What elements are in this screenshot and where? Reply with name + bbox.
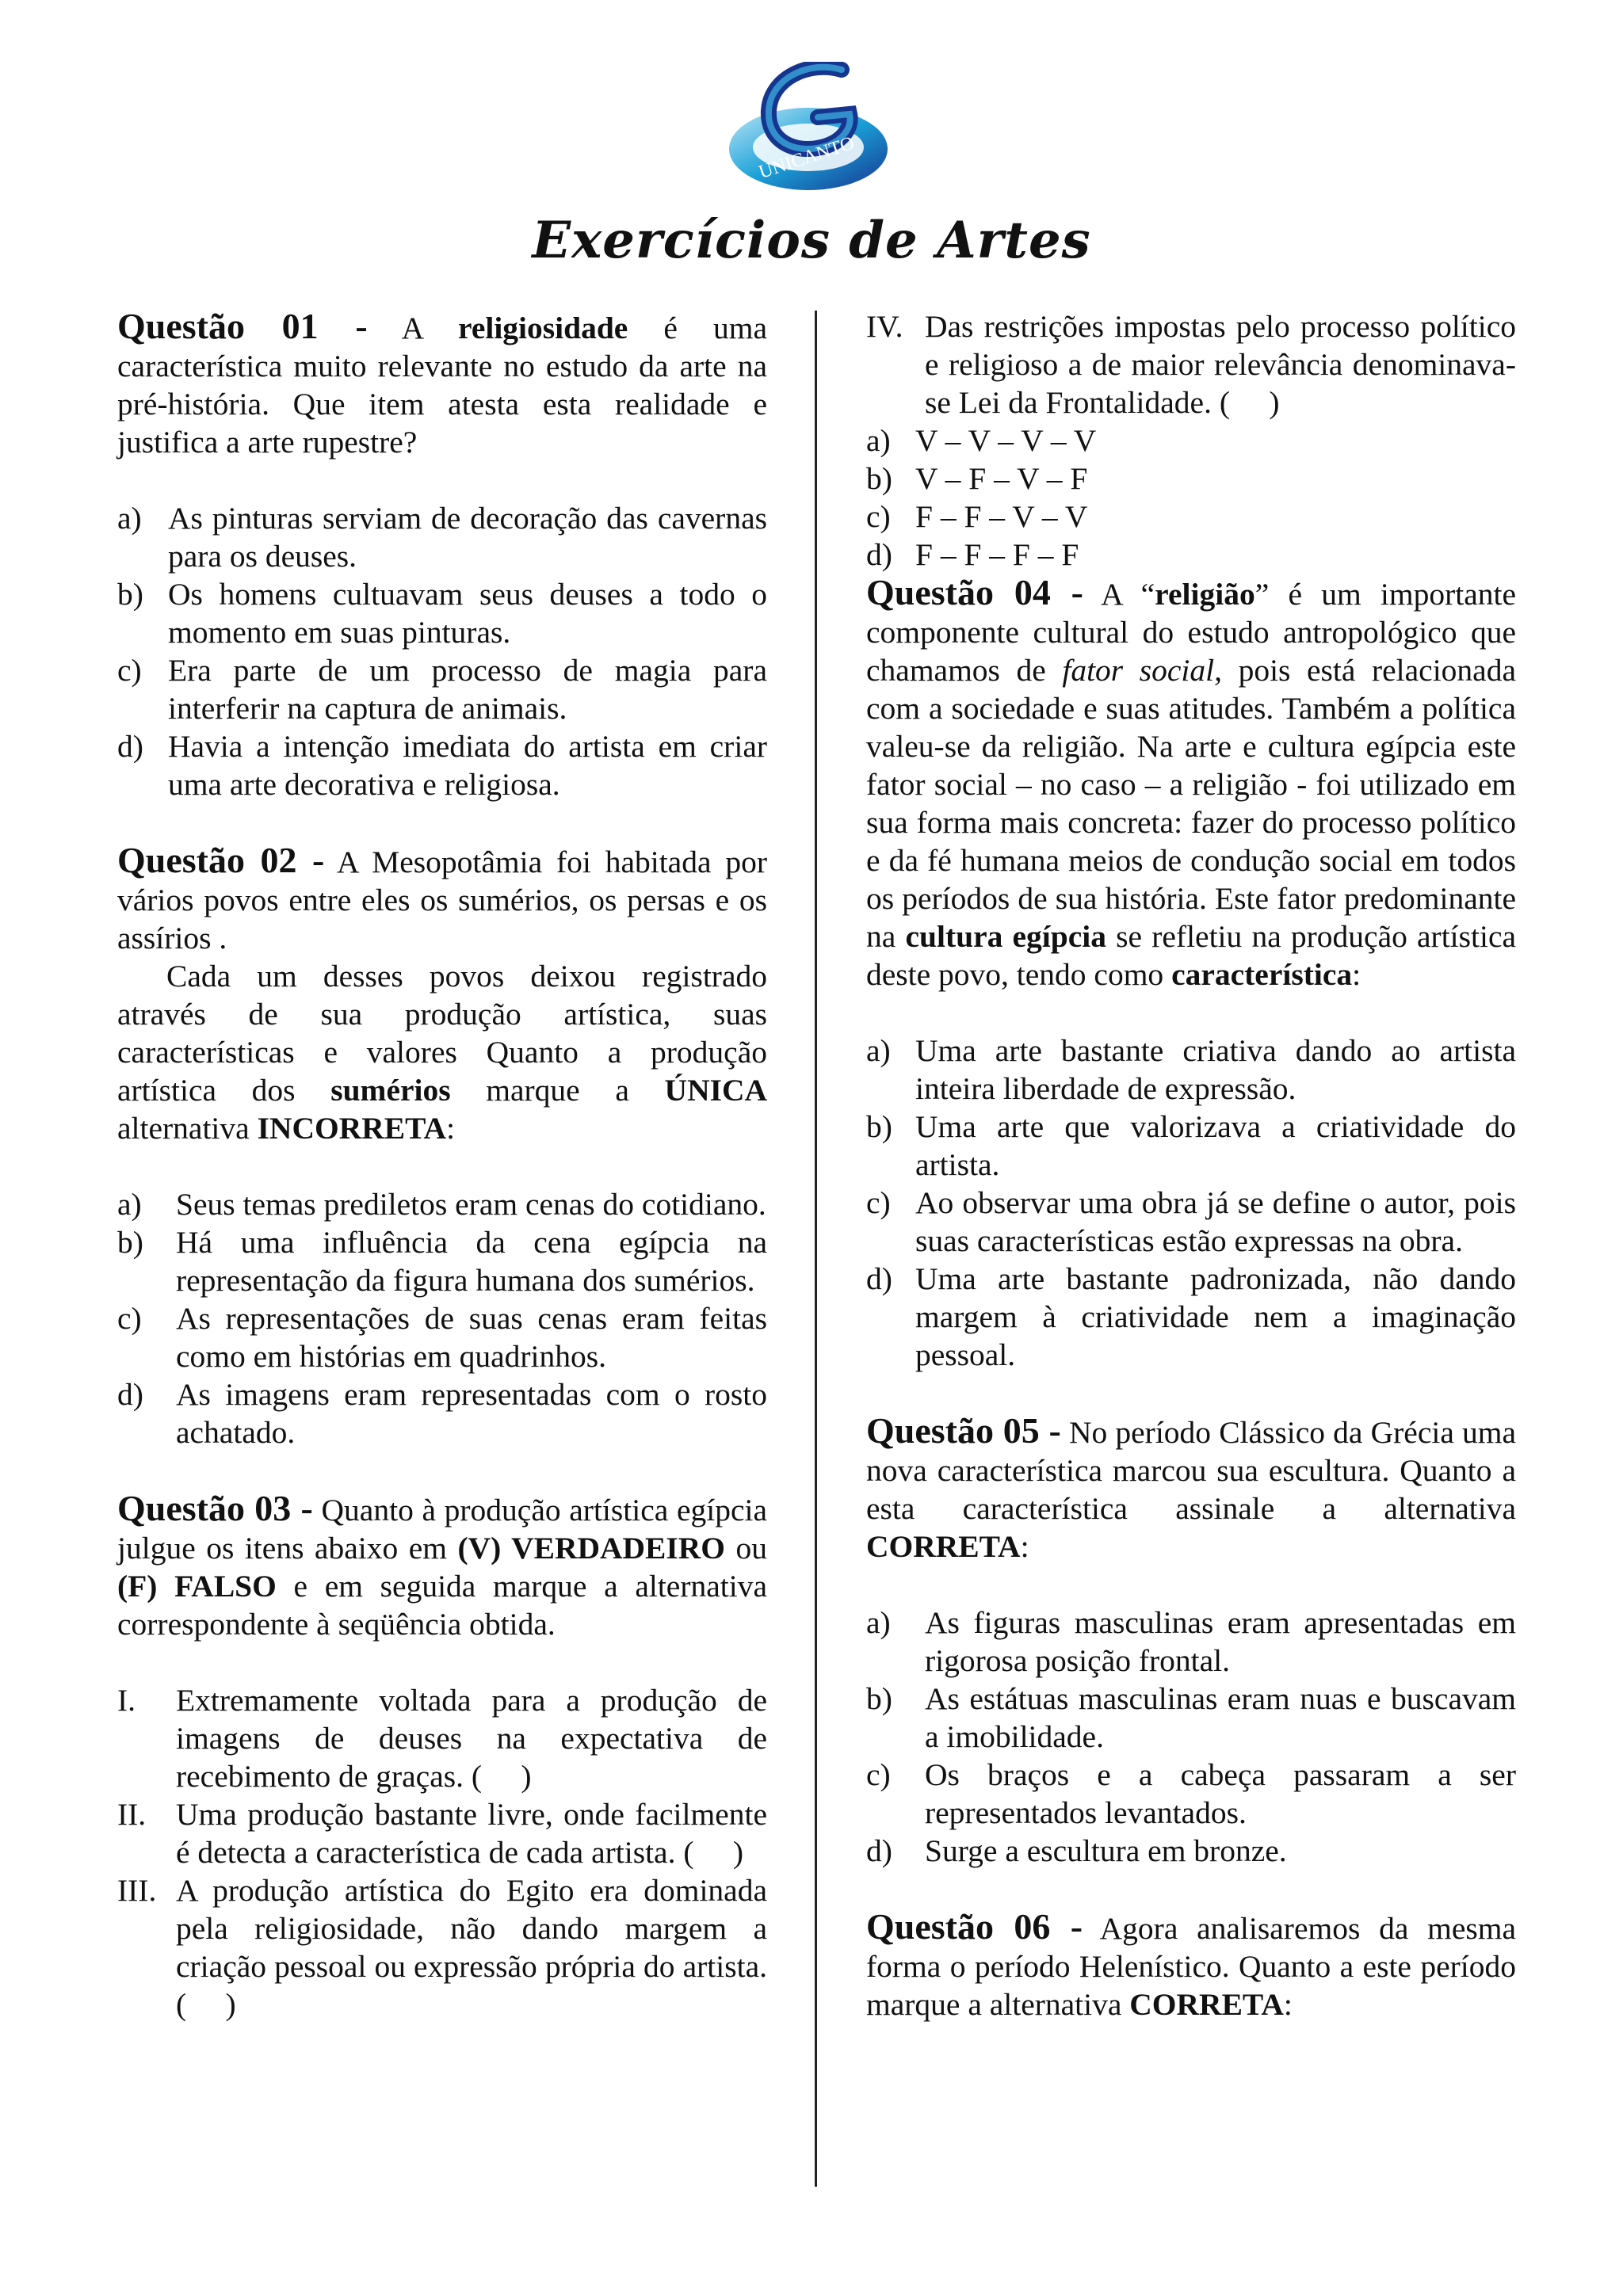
question-03-items — [117, 1681, 767, 2023]
question-06-heading: Questão 06 - — [866, 1906, 1083, 1947]
question-05 — [866, 1412, 1516, 1870]
question-02-stem: Questão 02 - A Mesopotâmia foi habitada por vários povos entre eles os sumérios, os persas e os assírios . — [117, 840, 767, 955]
item-i: I. Extremamente voltada para a produção de imagens de deuses na expectativa de recebimento de graças. ( ) — [117, 1683, 767, 1794]
option-b[interactable]: b) As estátuas masculinas eram nuas e buscavam a imobilidade. — [866, 1681, 1516, 1754]
option-b[interactable]: b) Os homens cultuavam seus deuses a todo o momento em suas pinturas. — [117, 577, 767, 650]
option-a[interactable]: a) Seus temas prediletos eram cenas do cotidiano. — [117, 1187, 766, 1222]
question-02-options — [117, 1185, 767, 1451]
question-06-stem: Questão 06 - Agora analisaremos da mesma forma o período Helenístico. Quanto a este período marque a alternativa CORRETA: — [866, 1906, 1516, 2022]
option-c[interactable]: c) Ao observar uma obra já se define o autor, pois suas características estão expressas na obra. — [866, 1185, 1516, 1258]
question-04-options — [866, 1032, 1516, 1374]
option-a[interactable]: a) Uma arte bastante criativa dando ao artista inteira liberdade de expressão. — [866, 1033, 1516, 1106]
unicanto-logo — [723, 62, 899, 201]
column-divider — [815, 311, 817, 2187]
option-d[interactable]: d) Havia a intenção imediata do artista em criar uma arte decorativa e religiosa. — [117, 729, 767, 802]
question-04-stem: Questão 04 - A “religião” é um importante componente cultural do estudo antropológico que chamamos de fator social, pois está relacionada com a sociedade e suas atitudes. Também a política valeu-se da religião. Na arte e cultura egípcia este fator social – no caso – a religião - foi utilizado em sua forma mais concreta: fazer do processo político e da fé humana meios de condução social em todos os períodos de sua história. Este fator predominante na cultura egípcia se refletiu na produção artística deste povo, tendo como característica: — [866, 572, 1517, 992]
question-05-options — [866, 1604, 1516, 1870]
question-01-options — [117, 499, 767, 803]
question-06 — [866, 1908, 1516, 2023]
question-01 — [117, 307, 767, 803]
option-a[interactable]: a) As pinturas serviam de decoração das cavernas para os deuses. — [117, 501, 767, 574]
option-b[interactable]: b) V – F – V – F — [866, 461, 1088, 496]
option-c[interactable]: c) Os braços e a cabeça passaram a ser representados levantados. — [866, 1757, 1516, 1830]
question-02 — [117, 841, 767, 1451]
question-03-heading: Questão 03 - — [117, 1488, 313, 1528]
question-03-continued — [866, 307, 1516, 574]
option-a[interactable]: a) V – V – V – V — [866, 423, 1097, 458]
page-title: Exercícios de Artes — [532, 211, 1091, 270]
option-c[interactable]: c) As representações de suas cenas eram feitas como em histórias em quadrinhos. — [117, 1301, 767, 1374]
option-b[interactable]: b) Uma arte que valorizava a criatividade do artista. — [866, 1109, 1516, 1182]
question-04 — [866, 574, 1516, 1374]
left-column — [117, 307, 767, 2023]
logo-text: UNICANTO — [756, 132, 857, 184]
option-a[interactable]: a) As figuras masculinas eram apresentadas em rigorosa posição frontal. — [866, 1605, 1516, 1678]
option-b[interactable]: b) Há uma influência da cena egípcia na representação da figura humana dos sumérios. — [117, 1225, 767, 1298]
option-d[interactable]: d) F – F – F – F — [866, 537, 1079, 572]
question-04-heading: Questão 04 - — [866, 572, 1084, 612]
option-d[interactable]: d) As imagens eram representadas com o rosto achatado. — [117, 1377, 767, 1450]
question-03-options — [866, 421, 1516, 574]
question-03-stem: Questão 03 - Quanto à produção artística egípcia julgue os itens abaixo em (V) VERDADEIRO ou (F) FALSO e em seguida marque a alternativa correspondente à seqüência obtida. — [117, 1488, 768, 1642]
question-01-stem: Questão 01 - A religiosidade é uma característica muito relevante no estudo da arte na pré-história. Que item atesta esta realidade e justifica a arte rupestre? — [117, 306, 768, 460]
question-02-stem-continued: Cada um desses povos deixou registrado através de sua produção artística, suas características e valores Quanto a produção artística dos sumérios marque a ÚNICA alternativa INCORRETA: — [117, 959, 768, 1146]
question-01-heading: Questão 01 - — [117, 306, 368, 346]
option-d[interactable]: d) Surge a escultura em bronze. — [866, 1833, 1287, 1868]
option-c[interactable]: c) Era parte de um processo de magia para interferir na captura de animais. — [117, 653, 767, 726]
option-d[interactable]: d) Uma arte bastante padronizada, não dando margem à criatividade nem a imaginação pessoal. — [866, 1261, 1516, 1372]
item-iv: IV. Das restrições impostas pelo processo político e religioso a de maior relevância denominava-se Lei da Frontalidade. ( ) — [866, 309, 1516, 420]
option-c[interactable]: c) F – F – V – V — [866, 499, 1088, 534]
question-05-heading: Questão 05 - — [866, 1410, 1061, 1451]
question-02-heading: Questão 02 - — [117, 840, 325, 880]
question-05-stem: Questão 05 - No período Clássico da Grécia uma nova característica marcou sua escultura. Quanto a esta característica assinale a alternativa CORRETA: — [866, 1410, 1516, 1564]
right-column — [866, 307, 1516, 2023]
item-ii: II. Uma produção bastante livre, onde facilmente é detecta a característica de cada artista. ( ) — [117, 1797, 767, 1870]
item-iii: III. A produção artística do Egito era dominada pela religiosidade, não dando margem a criação pessoal ou expressão própria do artista. ( ) — [117, 1873, 767, 2022]
question-03 — [117, 1489, 767, 2023]
